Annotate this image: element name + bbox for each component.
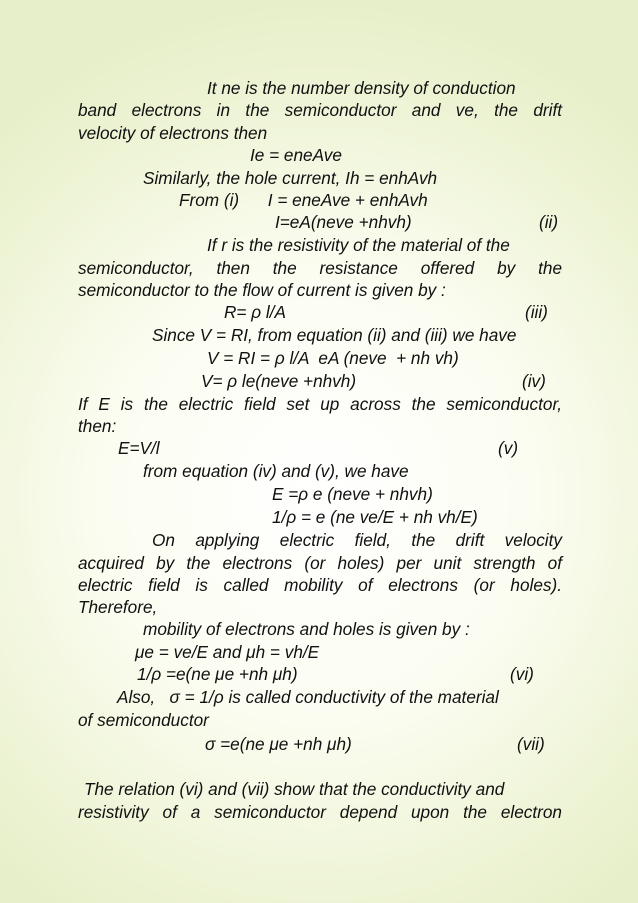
- text-line: Since V = RI, from equation (ii) and (iii) we have: [152, 325, 517, 345]
- text-line: It ne is the number density of conduction: [207, 78, 516, 98]
- equation-line: σ =e(ne μe +nh μh): [205, 734, 352, 754]
- text-line: The relation (vi) and (vii) show that the conductivity and: [84, 779, 505, 799]
- text-line: semiconductor, then the resistance offered by the: [78, 258, 562, 278]
- text-line: Also, σ = 1/ρ is called conductivity of the material: [117, 687, 499, 707]
- text-line: Similarly, the hole current, Ih = enhAvh: [143, 168, 438, 188]
- text-line: On applying electric field, the drift velocity: [152, 530, 562, 550]
- equation-line: 1/ρ = e (ne ve/E + nh vh/E): [272, 507, 478, 527]
- text-line: then:: [78, 416, 117, 436]
- equation-line: V= ρ le(neve +nhvh): [201, 371, 357, 391]
- text-line: band electrons in the semiconductor and ve, the drift: [78, 100, 562, 120]
- equation-line: E =ρ e (neve + nhvh): [272, 484, 433, 504]
- equation-line: μe = ve/E and μh = vh/E: [135, 642, 320, 662]
- equation-line: V = RI = ρ l/A eA (neve + nh vh): [207, 348, 459, 368]
- equation-number: (iv): [522, 371, 546, 391]
- text-line: resistivity of a semiconductor depend upon the electron: [78, 802, 562, 822]
- text-line: from equation (iv) and (v), we have: [143, 461, 409, 481]
- text-line: mobility of electrons and holes is given by :: [143, 619, 470, 639]
- equation-number: (iii): [525, 302, 548, 322]
- text-line: If r is the resistivity of the material of the: [207, 235, 510, 255]
- text-line: acquired by the electrons (or holes) per unit strength of: [78, 553, 562, 573]
- text-line: electric field is called mobility of electrons (or holes).: [78, 575, 562, 595]
- equation-number: (v): [498, 438, 519, 458]
- equation-number: (ii): [539, 212, 559, 232]
- text-line: Therefore,: [78, 597, 158, 617]
- equation-line: R= ρ l/A: [224, 302, 286, 322]
- equation-line: E=V/l: [118, 438, 160, 458]
- equation-number: (vi): [510, 664, 534, 684]
- equation-line: I=eA(neve +nhvh): [275, 212, 412, 232]
- equation-line: Ie = eneAve: [250, 145, 342, 165]
- text-line: If E is the electric field set up across the semiconductor,: [78, 394, 562, 414]
- text-line: velocity of electrons then: [78, 123, 268, 143]
- equation-number: (vii): [517, 734, 545, 754]
- equation-line: 1/ρ =e(ne μe +nh μh): [137, 664, 298, 684]
- text-line: semiconductor to the flow of current is given by :: [78, 280, 446, 300]
- equation-line: From (i) I = eneAve + enhAvh: [179, 190, 428, 210]
- text-line: of semiconductor: [78, 710, 209, 730]
